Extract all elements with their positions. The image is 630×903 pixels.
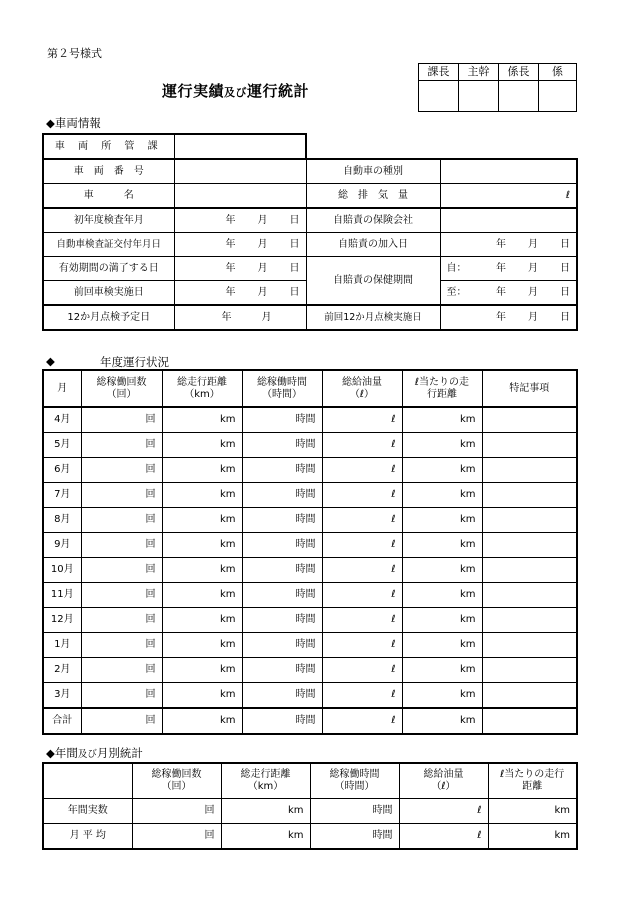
- table-row: [43, 407, 577, 433]
- table-row: [43, 558, 577, 583]
- hours-cell[interactable]: [242, 533, 322, 558]
- fuel-cell[interactable]: [322, 683, 402, 709]
- count-cell[interactable]: [81, 583, 162, 608]
- unit-km: km: [219, 715, 236, 726]
- fuel-cell[interactable]: [322, 583, 402, 608]
- unit-liter: ℓ: [391, 614, 396, 625]
- unit-count: 回: [145, 439, 156, 450]
- unit-hours: 時間: [295, 439, 316, 450]
- unit-year: 年: [225, 238, 236, 250]
- unit-count: 回: [145, 589, 156, 600]
- unit-liter: ℓ: [391, 564, 396, 575]
- unit-km: km: [459, 539, 476, 550]
- notes-cell[interactable]: [482, 533, 577, 558]
- per-liter-cell[interactable]: [402, 558, 482, 583]
- distance-cell[interactable]: [162, 558, 242, 583]
- annual-row-label: 年間実数: [43, 799, 132, 824]
- approval-stamp-table: [418, 63, 577, 112]
- unit-count: 回: [145, 564, 156, 575]
- annual-header-fuel: 総給油量 （ℓ）: [399, 763, 488, 799]
- value-prev-inspection[interactable]: [174, 281, 306, 306]
- notes-cell[interactable]: [482, 558, 577, 583]
- count-cell[interactable]: [81, 407, 162, 433]
- fuel-cell[interactable]: [322, 407, 402, 433]
- table-row: [43, 658, 577, 683]
- unit-month: 月: [528, 262, 538, 274]
- section-annual-end: 月別統計: [96, 746, 143, 760]
- unit-year: 年: [496, 238, 506, 250]
- unit-km: km: [219, 439, 236, 450]
- unit-hours: 時間: [295, 639, 316, 650]
- hours-cell[interactable]: [242, 558, 322, 583]
- title-end: 運行統計: [247, 82, 310, 100]
- label-displacement: 総 排 気 量: [306, 184, 440, 209]
- unit-km: km: [219, 464, 236, 475]
- per-liter-cell[interactable]: [402, 633, 482, 658]
- unit-count: 回: [204, 830, 215, 841]
- month-label: 10月: [43, 558, 81, 583]
- section-annual-connector: 及び: [77, 749, 97, 760]
- unit-month: 月: [257, 286, 268, 298]
- notes-cell[interactable]: [482, 583, 577, 608]
- month-label: 1月: [43, 633, 81, 658]
- unit-km: km: [459, 514, 476, 525]
- unit-count: 回: [145, 639, 156, 650]
- unit-month: 月: [261, 311, 272, 323]
- unit-month: 月: [528, 286, 538, 298]
- unit-km: km: [219, 589, 236, 600]
- unit-km: km: [459, 414, 476, 425]
- label-vehicle-name: 車 名: [43, 184, 174, 209]
- unit-year: 年: [221, 311, 232, 323]
- hours-cell[interactable]: [242, 608, 322, 633]
- stamp-box-kacho[interactable]: [419, 81, 459, 112]
- fuel-cell[interactable]: [322, 483, 402, 508]
- value-expire[interactable]: [174, 257, 306, 281]
- table-row: [43, 633, 577, 658]
- hours-cell[interactable]: [242, 433, 322, 458]
- notes-cell[interactable]: [482, 683, 577, 709]
- per-liter-cell[interactable]: [402, 683, 482, 709]
- unit-km: km: [219, 664, 236, 675]
- unit-year: 年: [496, 311, 506, 323]
- unit-day: 日: [560, 238, 570, 250]
- title-main: 運行実績: [162, 82, 225, 100]
- section-monthly-marker: ◆: [46, 354, 55, 368]
- table-row: [43, 583, 577, 608]
- unit-hours: 時間: [295, 514, 316, 525]
- unit-hours: 時間: [295, 715, 316, 726]
- hours-cell[interactable]: [242, 683, 322, 709]
- monthly-table: [42, 369, 578, 735]
- section-annual-main: ◆年間: [46, 746, 78, 760]
- month-label: 合計: [43, 708, 81, 734]
- count-cell[interactable]: [81, 608, 162, 633]
- section-annual: [46, 745, 143, 761]
- count-cell[interactable]: [81, 433, 162, 458]
- month-label: 11月: [43, 583, 81, 608]
- distance-cell[interactable]: [162, 658, 242, 683]
- per-liter-cell[interactable]: [402, 658, 482, 683]
- per-liter-cell[interactable]: [402, 407, 482, 433]
- table-row: [43, 608, 577, 633]
- distance-cell[interactable]: [162, 683, 242, 709]
- unit-liter: ℓ: [391, 414, 396, 425]
- unit-km: km: [219, 539, 236, 550]
- unit-km: km: [459, 489, 476, 500]
- unit-count: 回: [145, 539, 156, 550]
- avg-distance-cell[interactable]: [221, 824, 310, 850]
- unit-year: 年: [225, 214, 236, 226]
- value-period-from[interactable]: [440, 257, 577, 281]
- count-cell[interactable]: [81, 483, 162, 508]
- count-cell[interactable]: [81, 658, 162, 683]
- unit-day: 日: [560, 311, 570, 323]
- unit-hours: 時間: [295, 614, 316, 625]
- unit-count: 回: [145, 614, 156, 625]
- notes-cell[interactable]: [482, 433, 577, 458]
- month-label: 6月: [43, 458, 81, 483]
- per-liter-cell[interactable]: [402, 583, 482, 608]
- unit-km: km: [219, 639, 236, 650]
- distance-cell[interactable]: [162, 407, 242, 433]
- per-liter-cell[interactable]: [402, 533, 482, 558]
- annual-header-count: 総稼働回数 （回）: [132, 763, 221, 799]
- count-cell[interactable]: [81, 683, 162, 709]
- value-next-12month[interactable]: [174, 305, 306, 330]
- header-notes: 特記事項: [482, 370, 577, 407]
- unit-liter: ℓ: [391, 689, 396, 700]
- fuel-cell[interactable]: [322, 658, 402, 683]
- label-office: 車 両 所 管 課: [43, 134, 174, 159]
- unit-liter: ℓ: [391, 514, 396, 525]
- table-row: [43, 799, 577, 824]
- hours-cell[interactable]: [242, 658, 322, 683]
- hours-cell[interactable]: [242, 458, 322, 483]
- hours-cell[interactable]: [242, 583, 322, 608]
- stamp-box-kakari[interactable]: [539, 81, 577, 112]
- avg-count-cell[interactable]: [132, 824, 221, 850]
- distance-cell[interactable]: [162, 433, 242, 458]
- header-count: 総稼働回数 （回）: [81, 370, 162, 407]
- notes-cell[interactable]: [482, 633, 577, 658]
- label-prev-inspection: 前回車検実施日: [43, 281, 174, 306]
- unit-hours: 時間: [295, 539, 316, 550]
- from-label: 自：: [446, 262, 467, 274]
- unit-count: 回: [145, 664, 156, 675]
- unit-count: 回: [145, 414, 156, 425]
- liter-unit: ℓ: [565, 189, 570, 201]
- month-label: 2月: [43, 658, 81, 683]
- unit-km: km: [459, 464, 476, 475]
- unit-liter: ℓ: [391, 715, 396, 726]
- unit-km: km: [219, 414, 236, 425]
- per-liter-cell[interactable]: [402, 483, 482, 508]
- value-vehicle-type[interactable]: [440, 159, 577, 184]
- unit-liter: ℓ: [391, 464, 396, 475]
- hours-cell[interactable]: [242, 483, 322, 508]
- unit-count: 回: [145, 715, 156, 726]
- count-cell[interactable]: [81, 533, 162, 558]
- notes-cell[interactable]: [482, 483, 577, 508]
- notes-cell[interactable]: [482, 658, 577, 683]
- count-cell[interactable]: [81, 458, 162, 483]
- distance-cell[interactable]: [162, 533, 242, 558]
- table-row: [43, 458, 577, 483]
- header-distance: 総走行距離 （km）: [162, 370, 242, 407]
- unit-count: 回: [145, 514, 156, 525]
- annual-header-distance: 総走行距離 （km）: [221, 763, 310, 799]
- unit-km: km: [459, 689, 476, 700]
- unit-year: 年: [496, 286, 506, 298]
- label-cert-date: 自動車検査証交付年月日: [43, 233, 174, 257]
- unit-day: 日: [560, 286, 570, 298]
- distance-cell[interactable]: [162, 708, 242, 734]
- count-cell[interactable]: [81, 508, 162, 533]
- unit-km: km: [219, 564, 236, 575]
- value-office[interactable]: [174, 134, 306, 159]
- month-label: 5月: [43, 433, 81, 458]
- per-liter-cell[interactable]: [402, 608, 482, 633]
- annual-hours-cell[interactable]: [310, 799, 399, 824]
- table-row: [43, 683, 577, 709]
- total-row: [43, 708, 577, 734]
- unit-km: km: [554, 805, 570, 816]
- unit-month: 月: [257, 262, 268, 274]
- notes-cell[interactable]: [482, 608, 577, 633]
- unit-km: km: [219, 514, 236, 525]
- unit-hours: 時間: [372, 805, 393, 816]
- fuel-cell[interactable]: [322, 708, 402, 734]
- annual-table: [42, 762, 578, 850]
- to-label: 至：: [446, 286, 467, 298]
- value-first-inspection[interactable]: [174, 208, 306, 233]
- unit-day: 日: [289, 286, 300, 298]
- value-period-to[interactable]: [440, 281, 577, 306]
- header-hours: 総稼働時間 （時間）: [242, 370, 322, 407]
- unit-count: 回: [145, 689, 156, 700]
- stamp-box-shukan[interactable]: [459, 81, 499, 112]
- unit-hours: 時間: [295, 489, 316, 500]
- label-next-12month: 12か月点検予定日: [43, 305, 174, 330]
- table-row: [43, 824, 577, 850]
- unit-km: km: [287, 830, 304, 841]
- fuel-cell[interactable]: [322, 533, 402, 558]
- fuel-cell[interactable]: [322, 608, 402, 633]
- fuel-cell[interactable]: [322, 558, 402, 583]
- unit-count: 回: [145, 464, 156, 475]
- label-vehicle-number: 車 両 番 号: [43, 159, 174, 184]
- unit-liter: ℓ: [391, 539, 396, 550]
- unit-km: km: [219, 489, 236, 500]
- per-liter-cell[interactable]: [402, 433, 482, 458]
- distance-cell[interactable]: [162, 583, 242, 608]
- annual-header-per-liter: ℓ当たりの走行 距離: [488, 763, 577, 799]
- monthly-avg-row-label: 月 平 均: [43, 824, 132, 850]
- unit-km: km: [459, 589, 476, 600]
- section-vehicle-info: ◆車両情報: [46, 116, 101, 130]
- table-row: [43, 483, 577, 508]
- unit-hours: 時間: [295, 564, 316, 575]
- annual-fuel-cell[interactable]: [399, 799, 488, 824]
- table-row: [43, 533, 577, 558]
- fuel-cell[interactable]: [322, 458, 402, 483]
- notes-cell[interactable]: [482, 458, 577, 483]
- value-displacement[interactable]: [440, 184, 577, 209]
- avg-per-liter-cell[interactable]: [488, 824, 577, 850]
- unit-year: 年: [225, 286, 236, 298]
- unit-day: 日: [289, 214, 300, 226]
- value-insurer[interactable]: [440, 208, 577, 233]
- distance-cell[interactable]: [162, 508, 242, 533]
- label-vehicle-type: 自動車の種別: [306, 159, 440, 184]
- unit-count: 回: [204, 805, 215, 816]
- unit-hours: 時間: [295, 689, 316, 700]
- distance-cell[interactable]: [162, 608, 242, 633]
- unit-hours: 時間: [295, 664, 316, 675]
- unit-year: 年: [225, 262, 236, 274]
- count-cell[interactable]: [81, 633, 162, 658]
- unit-km: km: [459, 439, 476, 450]
- unit-km: km: [459, 664, 476, 675]
- hours-cell[interactable]: [242, 508, 322, 533]
- fuel-cell[interactable]: [322, 508, 402, 533]
- unit-km: km: [287, 805, 304, 816]
- hours-cell[interactable]: [242, 407, 322, 433]
- header-per-liter: ℓ当たりの走 行距離: [402, 370, 482, 407]
- count-cell[interactable]: [81, 708, 162, 734]
- unit-hours: 時間: [295, 589, 316, 600]
- label-expire: 有効期間の満了する日: [43, 257, 174, 281]
- notes-cell[interactable]: [482, 708, 577, 734]
- per-liter-cell[interactable]: [402, 458, 482, 483]
- annual-header-hours: 総稼働時間 （時間）: [310, 763, 399, 799]
- unit-liter: ℓ: [391, 589, 396, 600]
- distance-cell[interactable]: [162, 458, 242, 483]
- unit-year: 年: [496, 262, 506, 274]
- unit-km: km: [554, 830, 570, 841]
- unit-km: km: [459, 564, 476, 575]
- unit-km: km: [459, 715, 476, 726]
- label-first-inspection: 初年度検査年月: [43, 208, 174, 233]
- per-liter-cell[interactable]: [402, 508, 482, 533]
- table-row: [43, 433, 577, 458]
- annual-count-cell[interactable]: [132, 799, 221, 824]
- fuel-cell[interactable]: [322, 633, 402, 658]
- label-prev-12month: 前回12か月点検実施日: [306, 305, 440, 330]
- unit-km: km: [459, 614, 476, 625]
- value-vehicle-name[interactable]: [174, 184, 306, 209]
- section-monthly-title: 年度運行状況: [100, 355, 169, 369]
- unit-month: 月: [257, 214, 268, 226]
- unit-month: 月: [528, 311, 538, 323]
- label-insurer: 自賠責の保険会社: [306, 208, 440, 233]
- annual-header-blank: [43, 763, 132, 799]
- unit-hours: 時間: [372, 830, 393, 841]
- month-label: 12月: [43, 608, 81, 633]
- unit-km: km: [219, 614, 236, 625]
- unit-month: 月: [528, 238, 538, 250]
- label-join-date: 自賠責の加入日: [306, 233, 440, 257]
- stamp-box-kakaricho[interactable]: [499, 81, 539, 112]
- avg-fuel-cell[interactable]: [399, 824, 488, 850]
- unit-hours: 時間: [295, 414, 316, 425]
- month-label: 7月: [43, 483, 81, 508]
- avg-hours-cell[interactable]: [310, 824, 399, 850]
- unit-month: 月: [257, 238, 268, 250]
- month-label: 4月: [43, 407, 81, 433]
- unit-liter: ℓ: [391, 664, 396, 675]
- stamp-header-kakaricho: 係長: [499, 64, 539, 81]
- unit-day: 日: [289, 262, 300, 274]
- monthly-table-body: [43, 370, 577, 734]
- unit-liter: ℓ: [477, 805, 482, 816]
- annual-per-liter-cell[interactable]: [488, 799, 577, 824]
- vehicle-info-table: [42, 133, 578, 331]
- header-month: 月: [43, 370, 81, 407]
- count-cell[interactable]: [81, 558, 162, 583]
- unit-liter: ℓ: [477, 830, 482, 841]
- stamp-header-kakari: 係: [539, 64, 577, 81]
- hours-cell[interactable]: [242, 708, 322, 734]
- label-insurance-period: 自賠責の保健期間: [306, 257, 440, 306]
- unit-km: km: [459, 639, 476, 650]
- annual-distance-cell[interactable]: [221, 799, 310, 824]
- value-join-date[interactable]: [440, 233, 577, 257]
- unit-day: 日: [289, 238, 300, 250]
- notes-cell[interactable]: [482, 508, 577, 533]
- distance-cell[interactable]: [162, 483, 242, 508]
- value-prev-12month[interactable]: [440, 305, 577, 330]
- stamp-header-shukan: 主幹: [459, 64, 499, 81]
- month-label: 3月: [43, 683, 81, 709]
- unit-day: 日: [560, 262, 570, 274]
- unit-count: 回: [145, 489, 156, 500]
- unit-hours: 時間: [295, 464, 316, 475]
- form-number: 第２号様式: [47, 47, 102, 60]
- hours-cell[interactable]: [242, 633, 322, 658]
- fuel-cell[interactable]: [322, 433, 402, 458]
- distance-cell[interactable]: [162, 633, 242, 658]
- document-title: [162, 80, 309, 101]
- value-vehicle-number[interactable]: [174, 159, 306, 184]
- value-cert-date[interactable]: [174, 233, 306, 257]
- unit-km: km: [219, 689, 236, 700]
- stamp-header-kacho: 課長: [419, 64, 459, 81]
- notes-cell[interactable]: [482, 407, 577, 433]
- table-row: [43, 508, 577, 533]
- unit-liter: ℓ: [391, 639, 396, 650]
- month-label: 9月: [43, 533, 81, 558]
- month-label: 8月: [43, 508, 81, 533]
- header-fuel: 総給油量 （ℓ）: [322, 370, 402, 407]
- unit-liter: ℓ: [391, 439, 396, 450]
- per-liter-cell[interactable]: [402, 708, 482, 734]
- unit-liter: ℓ: [391, 489, 396, 500]
- title-connector: 及び: [224, 86, 248, 99]
